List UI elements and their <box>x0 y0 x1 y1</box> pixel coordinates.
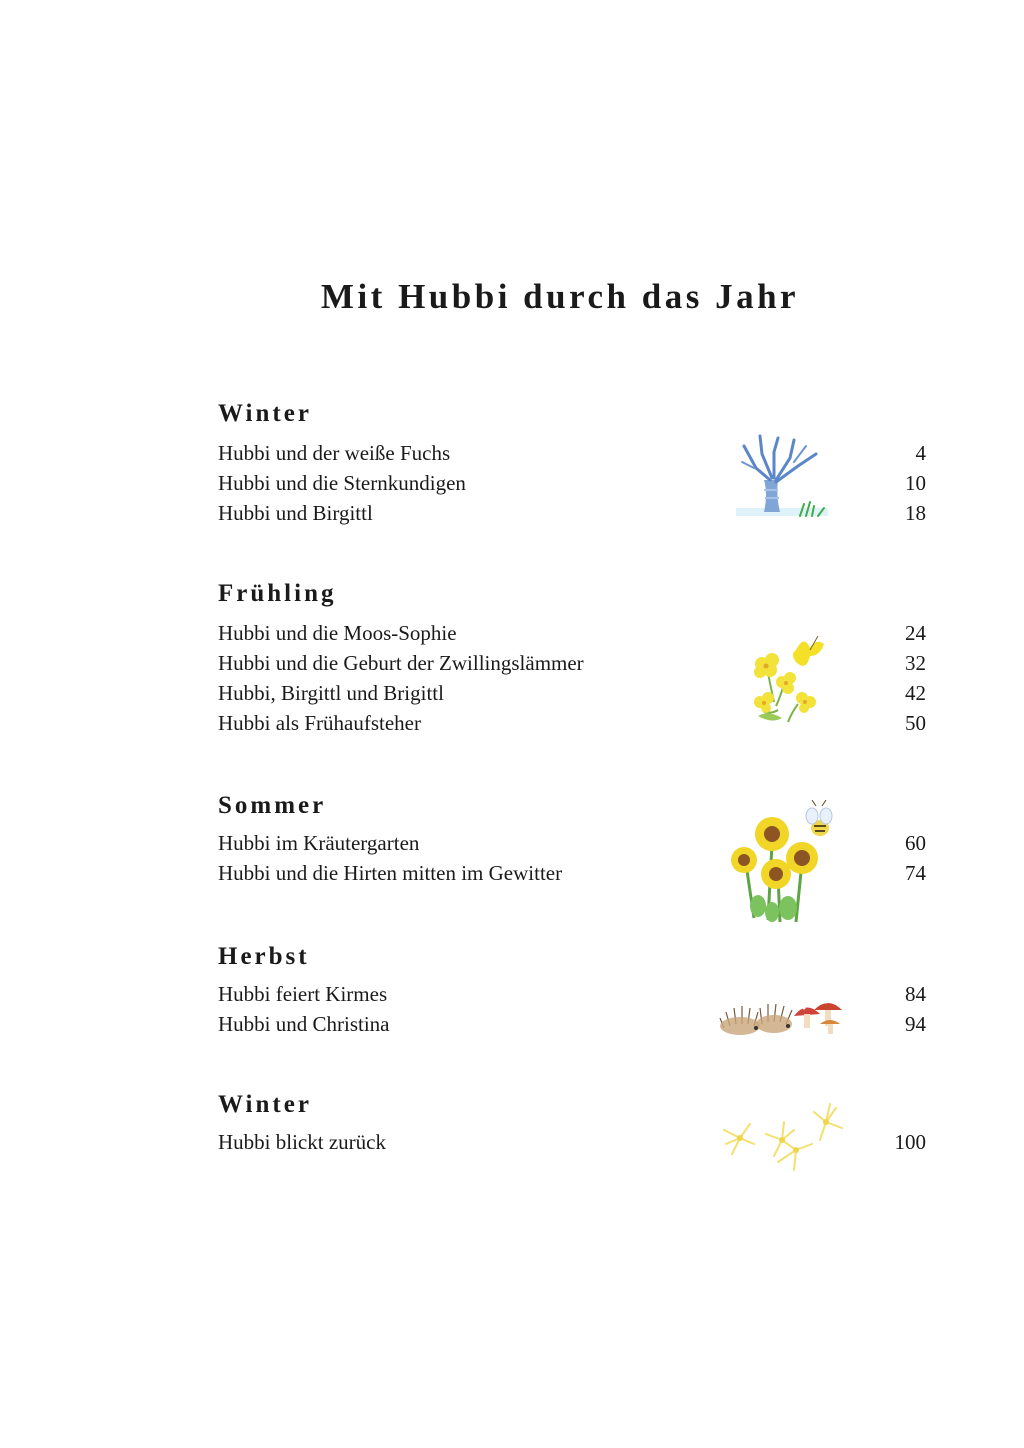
entry-page-number: 42 <box>905 681 926 705</box>
page-title: Mit Hubbi durch das Jahr <box>320 277 800 317</box>
entry-page-number: 10 <box>905 471 926 495</box>
entry-page-number: 32 <box>905 651 926 675</box>
section-heading: Frühling <box>218 580 337 607</box>
entry-title: Hubbi und die Hirten mitten im Gewitter <box>218 861 563 885</box>
entry-title: Hubbi und Birgittl <box>218 501 373 525</box>
entry-page-number: 74 <box>905 861 926 885</box>
section-heading: Herbst <box>218 943 310 970</box>
entry-page-number: 84 <box>905 982 926 1006</box>
entry-page-number: 94 <box>905 1012 926 1036</box>
section-heading: Winter <box>218 1091 312 1118</box>
entry-title: Hubbi feiert Kirmes <box>218 982 388 1006</box>
entry-page-number: 18 <box>905 501 926 525</box>
entry-title: Hubbi, Birgittl und Brigittl <box>218 681 444 705</box>
entry-title: Hubbi und die Moos-Sophie <box>218 621 457 645</box>
entry-page-number: 4 <box>915 441 926 465</box>
entry-title: Hubbi und der weiße Fuchs <box>218 441 451 465</box>
entry-page-number: 100 <box>894 1130 926 1154</box>
primrose-butterfly-icon <box>744 632 834 732</box>
entry-page-number: 50 <box>905 711 926 735</box>
entry-title: Hubbi und die Sternkundigen <box>218 471 466 495</box>
entry-title: Hubbi im Kräutergarten <box>218 831 420 855</box>
section-heading: Winter <box>218 400 312 427</box>
entry-title: Hubbi blickt zurück <box>218 1130 386 1154</box>
hedgehogs-mushrooms-icon <box>716 988 846 1040</box>
section-heading: Sommer <box>218 792 327 819</box>
entry-page-number: 60 <box>905 831 926 855</box>
entry-page-number: 24 <box>905 621 926 645</box>
tree-icon <box>734 432 834 530</box>
entry-title: Hubbi und die Geburt der Zwillingslämmer <box>218 651 584 675</box>
entry-title: Hubbi als Frühaufsteher <box>218 711 421 735</box>
sunflowers-bee-icon <box>728 800 840 930</box>
entry-title: Hubbi und Christina <box>218 1012 390 1036</box>
stars-icon <box>720 1100 846 1174</box>
